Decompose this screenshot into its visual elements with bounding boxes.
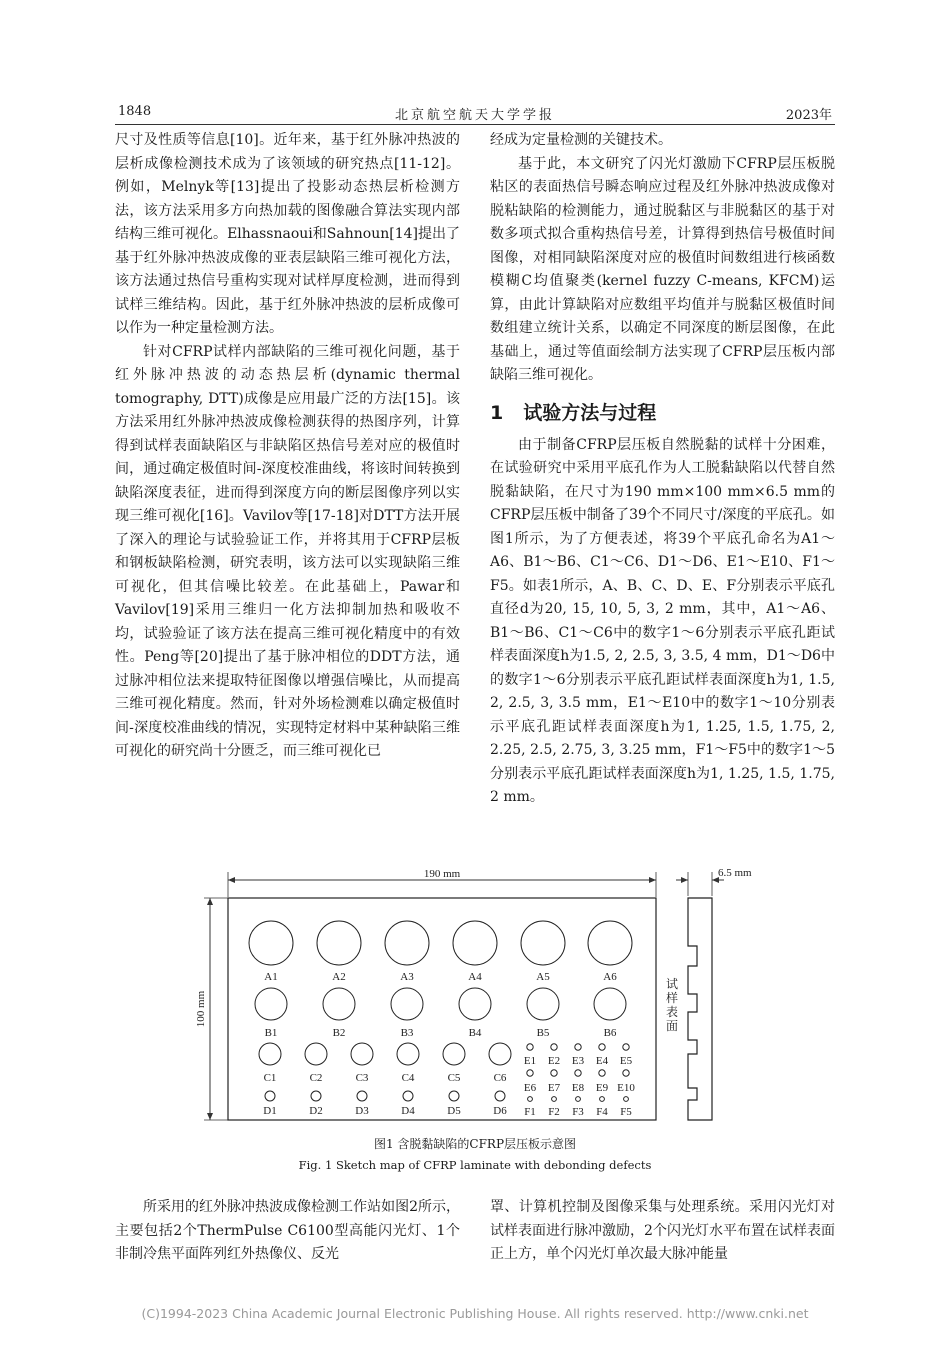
label-A3: A3 bbox=[400, 971, 414, 983]
left-column bbox=[115, 129, 460, 764]
label-B4: B4 bbox=[468, 1027, 482, 1039]
label-A6: A6 bbox=[603, 971, 617, 983]
hole-B2 bbox=[323, 988, 355, 1020]
height-dimension-label: 100 mm bbox=[195, 990, 207, 1028]
paragraph-workstation-continued: 罩、计算机控制及图像采集与处理系统。采用闪光灯对试样表面进行脉冲激励，2个闪光灯水平布置在试样表面正上方，单个闪光灯单次最大脉冲能量 bbox=[490, 1199, 835, 1262]
label-B1: B1 bbox=[264, 1027, 278, 1039]
paragraph-specimen: 由于制备CFRP层压板自然脱黏的试样十分困难，在试验研究中采用平底孔作为人工脱黏缺陷以代替自然脱黏缺陷，在尺寸为190 mm×100 mm×6.5 mm的CFRP层压板中制备了39个不同尺寸/深度的平底孔。如图1所示，为了方便表述，将39个平底孔命名为A1～A6、B1～B6、C1～C6、D1～D6、E1～E10、F1～F5。如表1所示，A、B、C、D、E、F分别表示平底孔直径d为20, 15, 10, 5, 3, 2 mm，其中，A1～A6、B1～B6、C1～C6中的数字1～6分别表示平底孔距试样表面深度h为1.5, 2, 2.5, 3, 3.5, 4 mm，D1～D6中的数字1～6分别表示平底孔距试样表面深度h为1, 1.5, 2, 2.5, 3, 3.5 mm，E1～E10中的数字1～10分别表示平底孔距试样表面深度h为1, 1.25, 1.5, 1.75, 2, 2.25, 2.5, 2.75, 3, 3.25 mm，F1～F5中的数字1～5分别表示平底孔距试样表面深度h为1, 1.25, 1.5, 1.75, 2 mm。 bbox=[490, 436, 835, 805]
paragraph-study-overview: 基于此，本文研究了闪光灯激励下CFRP层压板脱粘区的表面热信号瞬态响应过程及红外脉冲热波成像对脱粘缺陷的检测能力，通过脱黏区与非脱黏区的基于对数多项式拟合重构热信号差，计算得到热信号极值时间图像，对相同缺陷深度对应的极值时间数组进行核函数模糊C均值聚类(kernel fuzzy C-means, KFCM)运算，由此计算缺陷对应数组平均值并与脱黏区极值时间数组建立统计关系，以确定不同深度的断层图像，在此基础上，通过等值面绘制方法实现了CFRP层压板内部缺陷三维可视化。 bbox=[490, 155, 835, 383]
label-B2: B2 bbox=[332, 1027, 346, 1039]
paragraph-workstation: 所采用的红外脉冲热波成像检测工作站如图2所示，主要包括2个ThermPulse C6100型高能闪光灯、1个非制冷焦平面阵列红外热像仪、反光 bbox=[115, 1199, 460, 1262]
hole-F3 bbox=[576, 1097, 581, 1102]
label-D5: D5 bbox=[447, 1105, 461, 1117]
hole-A5 bbox=[521, 921, 565, 965]
hole-A6 bbox=[588, 921, 632, 965]
label-A5: A5 bbox=[536, 971, 550, 983]
label-A2: A2 bbox=[332, 971, 346, 983]
hole-B1 bbox=[255, 988, 287, 1020]
hole-E2 bbox=[551, 1044, 557, 1050]
hole-C6 bbox=[489, 1043, 511, 1065]
journal-title: 北京航空航天大学学报 bbox=[394, 108, 555, 123]
right-column bbox=[490, 129, 835, 810]
hole-D4 bbox=[403, 1091, 413, 1101]
label-C3: C3 bbox=[355, 1072, 369, 1084]
hole-B3 bbox=[391, 988, 423, 1020]
side-label-char: 面 bbox=[665, 1019, 679, 1033]
label-F2: F2 bbox=[548, 1106, 560, 1118]
hole-E7 bbox=[551, 1070, 557, 1076]
label-D4: D4 bbox=[401, 1105, 415, 1117]
label-E4: E4 bbox=[595, 1055, 609, 1067]
side-label-char: 表 bbox=[665, 1005, 679, 1019]
thickness-dimension-label: 6.5 mm bbox=[718, 867, 752, 879]
hole-A4 bbox=[453, 921, 497, 965]
hole-D5 bbox=[449, 1091, 459, 1101]
label-B3: B3 bbox=[400, 1027, 414, 1039]
figure-cfrp-laminate bbox=[0, 860, 950, 1132]
label-E8: E8 bbox=[571, 1082, 585, 1094]
defect-row-E-top bbox=[524, 1044, 633, 1067]
label-C2: C2 bbox=[309, 1072, 323, 1084]
copyright-footer: (C)1994-2023 China Academic Journal Electronic Publishing House. All rights reserved. http://www.cnki.net bbox=[141, 1306, 809, 1321]
label-D1: D1 bbox=[263, 1105, 277, 1117]
page-number: 1848 bbox=[118, 104, 152, 119]
hole-E10 bbox=[623, 1070, 629, 1076]
hole-B5 bbox=[527, 988, 559, 1020]
header-rule bbox=[115, 124, 835, 125]
hole-D1 bbox=[265, 1091, 275, 1101]
hole-B6 bbox=[594, 988, 626, 1020]
hole-E3 bbox=[575, 1044, 581, 1050]
hole-C3 bbox=[351, 1043, 373, 1065]
paragraph-continued: 经成为定量检测的关键技术。 bbox=[490, 132, 672, 148]
label-F1: F1 bbox=[524, 1106, 536, 1118]
defect-row-C bbox=[259, 1043, 511, 1084]
label-F4: F4 bbox=[596, 1106, 608, 1118]
label-E10: E10 bbox=[617, 1082, 635, 1094]
hole-F4 bbox=[600, 1097, 605, 1102]
hole-A1 bbox=[249, 921, 293, 965]
hole-E9 bbox=[599, 1070, 605, 1076]
hole-E5 bbox=[623, 1044, 629, 1050]
defect-row-A bbox=[249, 921, 632, 983]
label-E7: E7 bbox=[547, 1082, 561, 1094]
figure-caption-english: Fig. 1 Sketch map of CFRP laminate with debonding defects bbox=[298, 1158, 652, 1172]
hole-A3 bbox=[385, 921, 429, 965]
label-F5: F5 bbox=[620, 1106, 632, 1118]
label-D3: D3 bbox=[355, 1105, 369, 1117]
label-C5: C5 bbox=[447, 1072, 461, 1084]
hole-A2 bbox=[317, 921, 361, 965]
label-F3: F3 bbox=[572, 1106, 584, 1118]
hole-E1 bbox=[527, 1044, 533, 1050]
hole-C5 bbox=[443, 1043, 465, 1065]
label-E1: E1 bbox=[523, 1055, 537, 1067]
hole-B4 bbox=[459, 988, 491, 1020]
label-C6: C6 bbox=[493, 1072, 507, 1084]
hole-C2 bbox=[305, 1043, 327, 1065]
label-E3: E3 bbox=[571, 1055, 585, 1067]
hole-E8 bbox=[575, 1070, 581, 1076]
width-dimension-label: 190 mm bbox=[423, 868, 461, 880]
label-C4: C4 bbox=[401, 1072, 415, 1084]
label-E9: E9 bbox=[595, 1082, 609, 1094]
hole-C1 bbox=[259, 1043, 281, 1065]
side-label-char: 试 bbox=[665, 977, 679, 991]
hole-E6 bbox=[527, 1070, 533, 1076]
paragraph-dtt: 针对CFRP试样内部缺陷的三维可视化问题，基于红外脉冲热波的动态热层析(dynamic thermal tomography, DTT)成像是应用最广泛的方法[15]。该方法采用红外脉冲热波成像检测获得的热图序列，计算得到试样表面缺陷区与非缺陷区热信号差对应的极值时间，通过确定极值时间-深度校准曲线，将该时间转换到缺陷深度表征，进而得到深度方向的断层图像序列以实现三维可视化[16]。Vavilov等[17-18]对DTT方法开展了深入的理论与试验验证工作，并将其用于CFRP层板和钢板缺陷检测，研究表明，该方法可以实现缺陷三维可视化，但其信噪比较差。在此基础上，Pawar和Vavilov[19]采用三维归一化方法抑制加热和吸收不均，试验验证了该方法在提高三维可视化精度中的有效性。Peng等[20]提出了基于脉冲相位的DDT方法，通过脉冲相位法来提取特征图像以增强信噪比，从而提高三维可视化精度。然而，针对外场检测难以确定极值时间-深度校准曲线的情况，实现特定材料中某种缺陷三维可视化的研究尚十分匮乏，而三维可视化已 bbox=[115, 343, 460, 759]
publication-year: 2023年 bbox=[785, 108, 832, 123]
label-D6: D6 bbox=[493, 1105, 507, 1117]
hole-D6 bbox=[495, 1091, 505, 1101]
figure-caption-chinese: 图1 含脱黏缺陷的CFRP层压板示意图 bbox=[373, 1137, 577, 1151]
label-B5: B5 bbox=[536, 1027, 550, 1039]
label-E2: E2 bbox=[547, 1055, 561, 1067]
label-B6: B6 bbox=[603, 1027, 617, 1039]
bottom-left-column bbox=[115, 1196, 460, 1267]
hole-D3 bbox=[357, 1091, 367, 1101]
hole-E4 bbox=[599, 1044, 605, 1050]
hole-F5 bbox=[624, 1097, 629, 1102]
label-E6: E6 bbox=[523, 1082, 537, 1094]
defect-row-D bbox=[263, 1091, 507, 1117]
defect-row-B bbox=[255, 988, 626, 1039]
defect-row-E-bottom bbox=[524, 1070, 635, 1094]
label-A1: A1 bbox=[264, 971, 278, 983]
defect-row-F bbox=[524, 1097, 632, 1118]
laminate-cross-section bbox=[688, 898, 712, 1120]
hole-D2 bbox=[311, 1091, 321, 1101]
paragraph-intro-continued: 尺寸及性质等信息[10]。近年来，基于红外脉冲热波的层析成像检测技术成为了该领域的研究热点[11-12]。例如，Melnyk等[13]提出了投影动态热层析检测方法，该方法采用多方向热加载的图像融合算法实现内部结构三维可视化。Elhassnaoui和Sahnoun[14]提出了基于红外脉冲热波成像的亚表层缺陷三维可视化方法，该方法通过热信号重构实现对试样厚度检测，进而得到试样三维结构。因此，基于红外脉冲热波的层析成像可以作为一种定量检测方法。 bbox=[115, 132, 460, 336]
section-number: 1 bbox=[490, 401, 504, 424]
hole-F1 bbox=[528, 1097, 533, 1102]
side-label-char: 样 bbox=[665, 991, 679, 1005]
label-C1: C1 bbox=[263, 1072, 277, 1084]
section-heading bbox=[490, 398, 835, 428]
section-title: 试验方法与过程 bbox=[523, 401, 657, 424]
label-E5: E5 bbox=[619, 1055, 633, 1067]
bottom-right-column bbox=[490, 1196, 835, 1267]
label-D2: D2 bbox=[309, 1105, 323, 1117]
hole-C4 bbox=[397, 1043, 419, 1065]
label-A4: A4 bbox=[468, 971, 482, 983]
hole-F2 bbox=[552, 1097, 557, 1102]
